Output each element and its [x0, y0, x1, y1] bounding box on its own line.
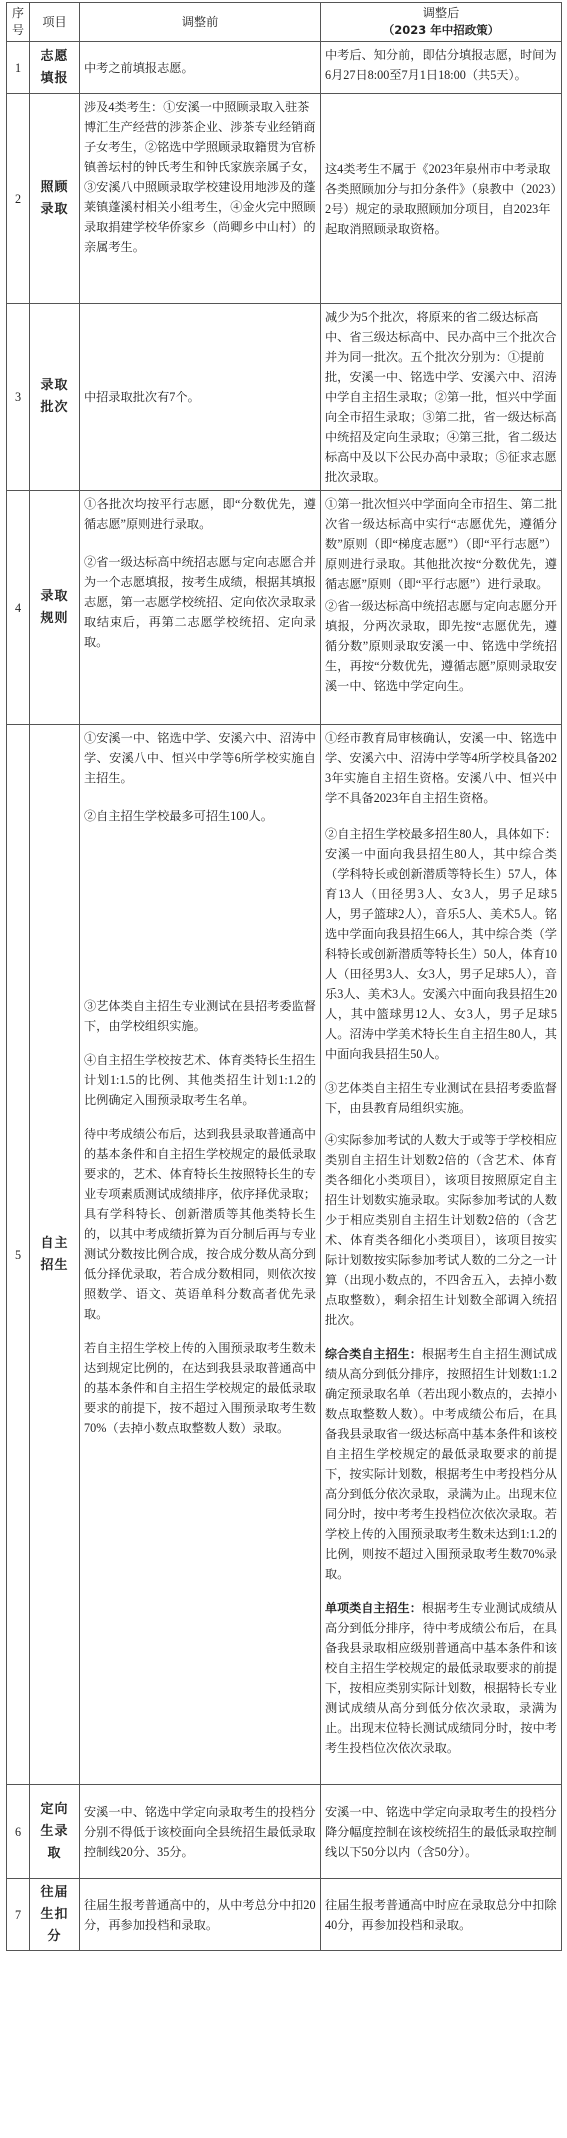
after-paragraph-single: [325, 1598, 557, 1758]
table-row: [7, 94, 562, 304]
row-after: [321, 725, 562, 1785]
before-paragraph: ④自主招生学校按艺术、体育类特长生招生计划1:1.5的比例、其他类招生计划1:1.2的比例确定入围预录取考生名单。: [84, 1053, 316, 1107]
table-row: [7, 1785, 562, 1879]
before-paragraph: 待中考成绩公布后，达到我县录取普通高中的基本条件和自主招生学校规定的最低录取要求的，艺术、体育特长生按照特长生的专业专项素质测试成绩排序，依序择优录取；具有学科特长、创新潜质等其他类特长生的，以其中考成绩折算为百分制后再与专业测试分数按比例合成，按合成分数从高分到低分择优录取，若合成分数相同，则依次按照数学、语文、英语单科分数高者优先录取。: [84, 1127, 316, 1321]
policy-comparison-document: [6, 2, 561, 1951]
row-number: 2: [7, 94, 30, 304]
row-after: [321, 491, 562, 725]
comprehensive-body: 根据考生自主招生测试成绩从高分到低分排序，按照招生计划数1:1.2确定预录取名单（若出现小数点的，去掉小数点取整数人数）。中考成绩公布后，在具备我县录取省一级达标高中基本条件和该校自主招生学校规定的最低录取要求的前提下，按实际计划数，根据考生中考投档分从高分到低分依次录取，录满为止。出现末位同分时，按中考考生投档位次依次录取。若学校上传的入围预录取考生数未达到1:1.2的比例，则按不超过入围预录取考生数70%录取。: [325, 1347, 557, 1581]
row-number: 7: [7, 1879, 30, 1951]
single-item-body: 根据考生专业测试成绩从高分到低分排序，待中考成绩公布后，在具备我县录取相应级别普通高中基本条件和该校自主招生学校规定的最低录取要求的前提下，按相应类别实际计划数，根据特长专业测试成绩从高分到低分依次录取，录满为止。出现末位特长测试成绩同分时，按中考考生投档位次依次录取。: [325, 1601, 557, 1755]
table-row: [7, 725, 562, 1785]
row-after: 安溪一中、铭选中学定向录取考生的投档分降分幅度控制在该校统招生的最低录取控制线以下50分以内（含50分）。: [321, 1785, 562, 1879]
after-paragraph: ①第一批次恒兴中学面向全市招生、第二批次省一级达标高中实行“志愿优先，遵循分数”原则（即“梯度志愿”）（即“平行志愿”）原则进行录取。其他批次按“分数优先，遵循志愿”原则（即“平行志愿”）进行录取。: [325, 497, 557, 591]
row-before: 往届生报考普通高中的，从中考总分中扣20分，再参加投档和录取。: [80, 1879, 321, 1951]
row-number: 3: [7, 304, 30, 491]
comprehensive-title: 综合类自主招生：: [325, 1347, 422, 1361]
row-number: 6: [7, 1785, 30, 1879]
before-paragraph: ②省一级达标高中统招志愿与定向志愿合并为一个志愿填报，按考生成绩，根据其填报志愿，第一志愿学校统招、定向依次录取录取结束后，再第二志愿学校统招、定向录取。: [84, 555, 316, 649]
single-item-title: 单项类自主招生：: [325, 1601, 422, 1615]
row-before: [80, 725, 321, 1785]
row-item: 录取批次: [30, 304, 80, 491]
after-paragraph-comprehensive: [325, 1344, 557, 1584]
header-item: 项目: [30, 3, 80, 42]
header-serial-number: 序号: [7, 3, 30, 42]
policy-comparison-table: [6, 2, 562, 1951]
after-paragraph: ②省一级达标高中统招志愿与定向志愿分开填报，分两次录取，即先按“志愿优先，遵循分数”原则录取安溪一中、铭选中学统招生，再按“分数优先，遵循志愿”原则录取安溪一中、铭选中学定向生。: [325, 599, 557, 693]
row-item: 自主招生: [30, 725, 80, 1785]
table-row: [7, 42, 562, 94]
header-after-title: 调整后: [422, 6, 460, 20]
row-item: 录取规则: [30, 491, 80, 725]
before-paragraph: 若自主招生学校上传的入围预录取考生数未达到规定比例的，在达到我县录取普通高中的基本条件和自主招生学校规定的最低录取要求的前提下，按不超过入围预录取考生数70%（去掉小数点取整数人数）录取。: [84, 1341, 316, 1435]
row-item: 志愿填报: [30, 42, 80, 94]
row-number: 4: [7, 491, 30, 725]
after-paragraph: ④实际参加考试的人数大于或等于学校相应类别自主招生计划数2倍的（含艺术、体育类各细化小类项目），该项目按照原定自主招生计划数实施录取。实际参加考试的人数少于相应类别自主招生计划数2倍的（含艺术、体育类各细化小类项目），该项目按实际计划数按实际参加考试人数的二分之一计算（出现小数点的，不四舍五入，去掉小数点取整数），剩余招生计划数全部调入统招批次。: [325, 1133, 557, 1327]
before-paragraph: ①各批次均按平行志愿，即“分数优先，遵循志愿”原则进行录取。: [84, 497, 316, 531]
table-row: [7, 491, 562, 725]
table-row: [7, 304, 562, 491]
before-paragraph: ②自主招生学校最多可招生100人。: [84, 809, 273, 823]
after-paragraph: ②自主招生学校最多招生80人，具体如下：安溪一中面向我县招生80人，其中综合类（学科特长或创新潜质等特长生）57人，体育13人（田径男3人、女3人，男子足球5人，男子篮球2人），音乐5人、美术5人。铭选中学面向我县招生66人，其中综合类（学科特长或创新潜质等特长生）50人，体育10人（田径男3人、女3人，男子足球5人），音乐3人、美术3人。安溪六中面向我县招生20人，其中篮球男12人、女3人，男子足球5人。沼涛中学美术特长生自主招生80人，其中面向我县招生50人。: [325, 827, 557, 1061]
row-before: 中招录取批次有7个。: [80, 304, 321, 491]
row-before: 安溪一中、铭选中学定向录取考生的投档分分别不得低于该校面向全县统招生最低录取控制线20分、35分。: [80, 1785, 321, 1879]
row-item: 定向生录取: [30, 1785, 80, 1879]
row-after: 往届生报考普通高中时应在录取总分中扣除40分，再参加投档和录取。: [321, 1879, 562, 1951]
row-number: 1: [7, 42, 30, 94]
row-item: 往届生扣分: [30, 1879, 80, 1951]
header-before: 调整前: [80, 3, 321, 42]
row-after: 这4类考生不属于《2023年泉州市中考录取各类照顾加分与扣分条件》（泉教中（2023）2号）规定的录取照顾加分项目，自2023年起取消照顾录取资格。: [321, 94, 562, 304]
after-paragraph: ①经市教育局审核确认，安溪一中、铭选中学、安溪六中、沼涛中学等4所学校具备2023年实施自主招生资格。安溪八中、恒兴中学不具备2023年自主招生资格。: [325, 731, 557, 805]
table-row: [7, 1879, 562, 1951]
table-header-row: [7, 3, 562, 42]
row-after: 中考后、知分前，即估分填报志愿，时间为6月27日8:00至7月1日18:00（共5天）。: [321, 42, 562, 94]
row-number: 5: [7, 725, 30, 1785]
header-after: [321, 3, 562, 42]
row-before: 中考之前填报志愿。: [80, 42, 321, 94]
row-after: 减少为5个批次，将原来的省二级达标高中、省三级达标高中、民办高中三个批次合并为同一批次。五个批次分别为：①提前批，安溪一中、铭选中学、安溪六中、沼涛中学自主招生录取；②第一批，恒兴中学面向全市招生录取；③第二批，省一级达标高中统招及定向生录取；④第三批，省二级达标高中及以下公民办高中录取；⑤征求志愿批次录取。: [321, 304, 562, 491]
row-item: 照顾录取: [30, 94, 80, 304]
before-paragraph: ③艺体类自主招生专业测试在县招考委监督下，由学校组织实施。: [84, 999, 316, 1033]
row-before: 涉及4类考生：①安溪一中照顾录取入驻茶博汇生产经营的涉茶企业、涉茶专业经销商子女考生，②铭选中学照顾录取籍贯为官桥镇善坛村的钟氏考生和钟氏家族亲属子女，③安溪八中照顾录取学校建设用地涉及的蓬莱镇蓬溪村相关小组考生，④金火完中照顾录取捐建学校华侨家乡（尚卿乡中山村）的亲属考生。: [80, 94, 321, 304]
after-paragraph: ③艺体类自主招生专业测试在县招考委监督下，由县教育局组织实施。: [325, 1081, 557, 1115]
before-paragraph: ①安溪一中、铭选中学、安溪六中、沼涛中学、安溪八中、恒兴中学等6所学校实施自主招生。: [84, 731, 316, 785]
header-after-subtitle: （2023 年中招政策）: [382, 23, 500, 37]
row-before: [80, 491, 321, 725]
